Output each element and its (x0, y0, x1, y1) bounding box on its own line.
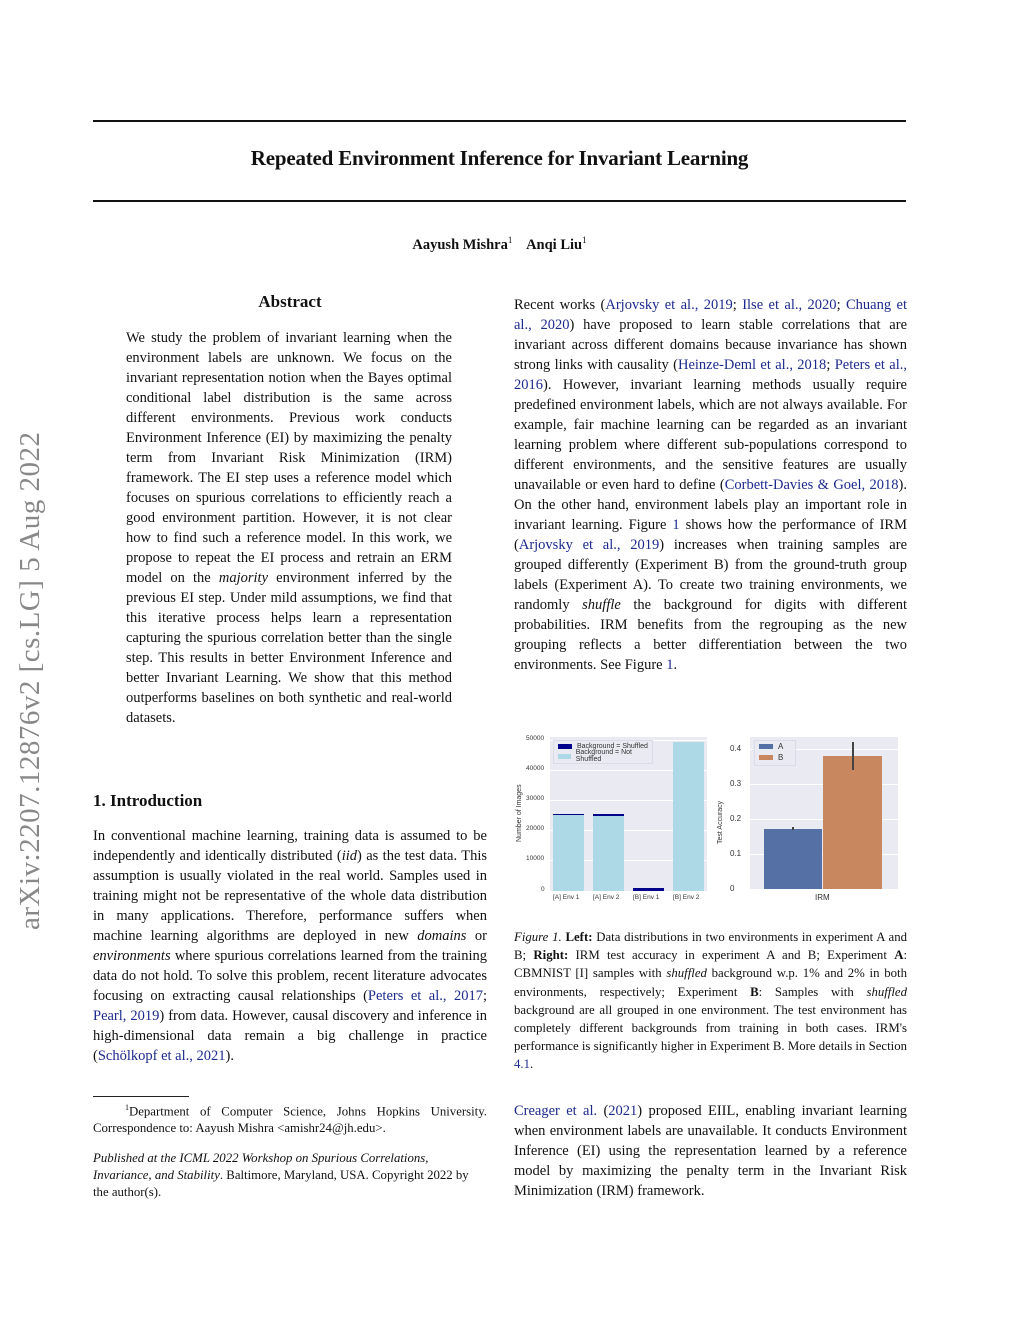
legend-swatch-not-shuffled (558, 754, 571, 759)
y-tick: 0 (541, 886, 545, 893)
legend-label: Background = Not Shuffled (575, 749, 632, 763)
citation-link[interactable]: Creager et al. (514, 1103, 598, 1119)
citation-link[interactable]: Peters et al., 2017 (367, 988, 483, 1004)
bar-irm-a (764, 829, 822, 889)
related-work-paragraph: Recent works (Arjovsky et al., 2019; Ilse et al., 2020; Chuang et al., 2020) have proposed to learn stable correlations that are invariant across different domains because invariance has shown strong links with causality (Heinze-Deml et al., 2018; Peters et al., 2016). However, invariant learning methods usually require predefined environment labels, which are not always available. For example, fair machine learning can be regarded as an invariant learning problem where different sub-populations correspond to different environments, and the sensitive features are usually unavailable or even hard to define (Corbett-Davies & Goel, 2018). On the other hand, environment labels play an important role in invariant learning. Figure 1 shows how the performance of IRM (Arjovsky et al., 2019) increases when training samples are grouped differently (Experiment B) from the ground-truth group labels (Experiment A). To create two training environments, we randomly shuffle the background for digits with different probabilities. IRM benefits from the regrouping as the new grouping reflects a better differentiation between the two environments. See Figure 1. (514, 297, 908, 673)
footnote-rule (93, 1096, 189, 1097)
legend-label: Background = Shuffled (577, 742, 648, 750)
publication-note: Published at the ICML 2022 Workshop on Spurious Correlations, Invariance, and Stability. Baltimore, Maryland, USA. Copyright 2022 by the author(s). (93, 1151, 469, 1199)
paper-title: Repeated Environment Inference for Invariant Learning (250, 146, 749, 170)
legend-swatch-a (759, 744, 773, 749)
x-tick: [B] Env 2 (673, 894, 700, 901)
section-heading-introduction: 1. Introduction (93, 791, 203, 810)
title-rule-bottom (93, 200, 906, 202)
x-tick: [B] Env 1 (633, 894, 660, 901)
citation-link[interactable]: Ilse et al., 2020 (742, 297, 837, 313)
plot-area (550, 737, 707, 891)
intro-paragraph: In conventional machine learning, training data is assumed to be independently and identically distributed (iid) as the test data. This assumption is usually violated in the real world. Samples used in training might not be representative of the whole data distribution in many applications. Therefore, performance suffers when machine learning algorithms are deployed in new domains or environments where spurious correlations learned from the training data do not hold. To solve this problem, recent literature advocates focusing on extracting causal relationships (Peters et al., 2017; Pearl, 2019) from data. However, causal discovery and inference in high-dimensional data remain a big challenge in practice (Schölkopf et al., 2021). (93, 828, 487, 1064)
bar-a-env2-not-shuffled (593, 816, 624, 891)
y-tick: 30000 (526, 795, 545, 802)
bar-a-env2-shuffled (593, 814, 624, 816)
y-tick: 0.1 (730, 849, 742, 858)
y-tick: 40000 (526, 765, 545, 772)
author-name: Aayush Mishra (412, 237, 508, 253)
abstract-heading: Abstract (258, 292, 322, 311)
y-tick: 0.3 (730, 779, 742, 788)
y-tick: 0 (730, 884, 735, 893)
y-tick: 10000 (526, 855, 545, 862)
abstract-body: We study the problem of invariant learning when the environment labels are unknown. We focus on the invariant representation notion when the Bayes optimal conditional label distribution is the same across different environments. Previous work conducts Environment Inference (EI) by maximizing the penalty term from Invariant Risk Minimization (IRM) framework. The EI step uses a reference model which focuses on spurious correlations to efficiently reach a good environment partition. However, it is not clear how to find such a reference model. In this work, we propose to repeat the EI process and retrain an ERM model on the majority environment inferred by the previous EI step. Under mild assumptions, we find that this iterative process helps learn a representation capturing the spurious correlation better than the single step. This results in better Environment Inference and better Invariant Learning. We show that this method outperforms baselines on both synthetic and real-world datasets. (126, 330, 452, 726)
y-tick: 0.4 (730, 744, 742, 753)
legend-label: B (778, 753, 784, 762)
author-affiliation: 1 (507, 235, 513, 245)
plot-area (750, 737, 898, 889)
y-tick: 50000 (526, 735, 545, 742)
citation-link[interactable]: Arjovsky et al., 2019 (518, 537, 660, 553)
bar-irm-b (823, 756, 882, 889)
eiil-paragraph: Creager et al. (2021) proposed EIIL, enabling invariant learning when environment labels are unavailable. It conducts Environment Inference (EI) using the representation learned by a reference model by maximizing the penalty term in the Invariant Risk Minimization (IRM) framework. (514, 1103, 907, 1199)
y-axis-label: Number of Images (516, 784, 523, 842)
citation-link[interactable]: Arjovsky et al., 2019 (605, 297, 733, 313)
section-ref-link[interactable]: 4.1 (514, 1057, 530, 1072)
legend-swatch-b (759, 755, 773, 760)
x-tick: [A] Env 1 (553, 894, 580, 901)
x-tick: [A] Env 2 (593, 894, 620, 901)
legend-label: A (778, 742, 784, 751)
error-bar-b (852, 742, 854, 770)
y-tick: 20000 (526, 825, 545, 832)
citation-link[interactable]: Chuang et al., 2020 (514, 297, 908, 333)
footnote-affiliation: $^1$Department of Computer Science, Johns Hopkins University. Correspondence to: Aayush Mishra <amishr24@jh.edu>. (93, 1103, 487, 1136)
author-name: Anqi Liu (526, 237, 583, 253)
error-bar-a (792, 827, 794, 830)
author-affiliation: 1 (582, 235, 587, 245)
citation-link[interactable]: 2021 (608, 1103, 638, 1119)
bar-a-env1-not-shuffled (553, 815, 584, 891)
citation-link[interactable]: Corbett-Davies & Goel, 2018 (724, 477, 899, 493)
citation-link[interactable]: Pearl, 2019 (93, 1008, 160, 1024)
title-rule-top (93, 120, 906, 122)
legend-swatch-shuffled (558, 744, 572, 749)
citation-link[interactable]: Heinze-Deml et al., 2018 (677, 357, 827, 373)
chart-legend (754, 740, 796, 766)
bar-b-env2-not-shuffled (673, 742, 704, 891)
author-list (93, 237, 906, 254)
y-axis-label: Test Accuracy (717, 800, 724, 844)
citation-link[interactable]: Peters et al., 2016 (514, 357, 908, 393)
citation-link[interactable]: Schölkopf et al., 2021 (97, 1048, 226, 1064)
bar-a-env1-shuffled (553, 814, 584, 815)
figure-caption: Figure 1. Left: Data distributions in two environments in experiment A and B; Right: IRM test accuracy in experiment A and B; Experiment A: CBMNIST [I] samples with shuffled background w.p. 1% and 2% in both environments, respectively; Experiment B: Samples with shuffled background are all grouped in one environment. The test environment has completely different backgrounds from training in both cases. IRM's performance is significantly higher in Experiment B. More details in Section 4.1. (514, 930, 907, 1072)
arxiv-watermark: arXiv:2207.12876v2 [cs.LG] 5 Aug 2022 (14, 431, 46, 930)
x-tick: IRM (815, 893, 830, 902)
bar-b-env1-shuffled (633, 888, 664, 891)
chart-test-accuracy (712, 732, 908, 907)
y-tick: 0.2 (730, 814, 742, 823)
figure-ref-link[interactable]: 1 (666, 657, 674, 673)
chart-data-distribution (510, 732, 710, 907)
figure-ref-link[interactable]: 1 (672, 517, 680, 533)
chart-legend (553, 740, 653, 764)
